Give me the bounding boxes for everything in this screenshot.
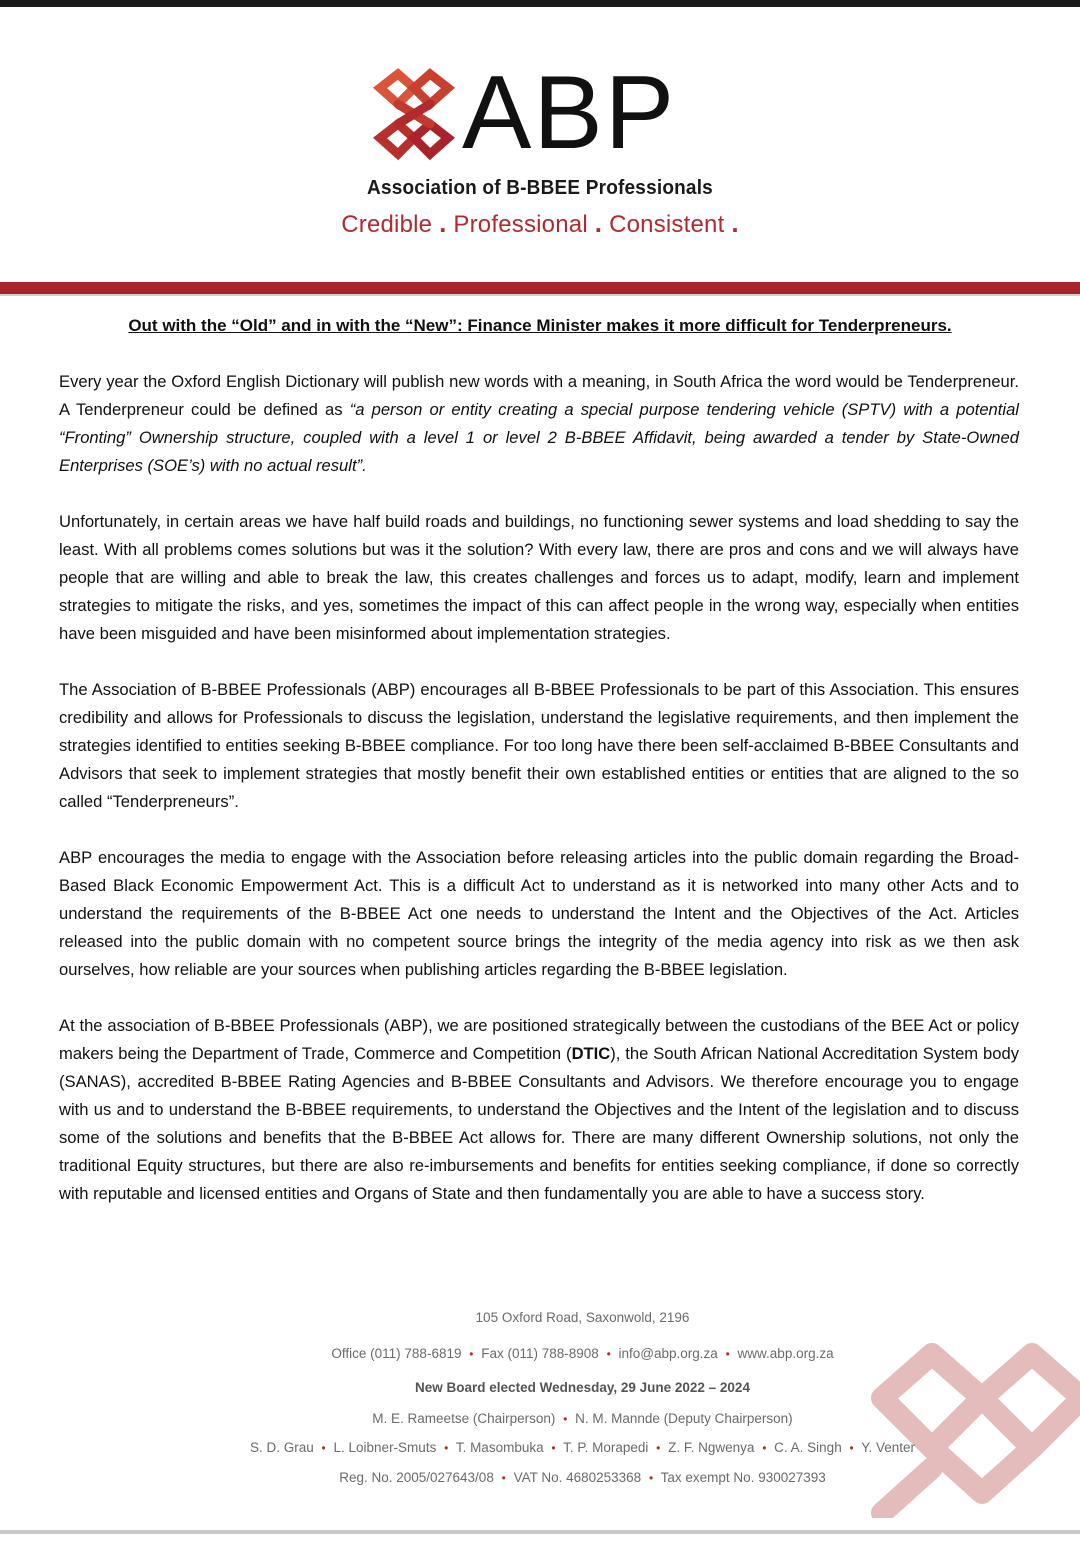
separator: • xyxy=(321,1441,326,1455)
separator: • xyxy=(606,1347,611,1361)
board-member: T. P. Morapedi xyxy=(563,1440,649,1455)
board-member: C. A. Singh xyxy=(774,1440,842,1455)
paragraph-4: ABP encourages the media to engage with the Association before releasing articles into the public domain regarding the Broad-Based Black Economic Empowerment Act. This is a difficult Act to understand as it is networked into many other Acts and to understand the requirements of the B-BBEE Act one needs to understand the Intent and the Objectives of the Act. Articles released into the public domain with no competent source brings the integrity of the media agency into risk as we then ask ourselves, how reliable are your sources when publishing articles regarding the B-BBEE legislation. xyxy=(59,848,1019,979)
board-member: S. D. Grau xyxy=(250,1440,314,1455)
letterhead xyxy=(0,55,1080,258)
board-member: Z. F. Ngwenya xyxy=(668,1440,755,1455)
office-phone: Office (011) 788-6819 xyxy=(331,1346,462,1361)
separator: • xyxy=(656,1441,661,1455)
chairperson: M. E. Rameetse (Chairperson) xyxy=(372,1411,556,1426)
vat-number: VAT No. 4680253368 xyxy=(513,1470,642,1485)
paragraph-3: The Association of B-BBEE Professionals (ABP) encourages all B-BBEE Professionals to be part of this Association. This ensures credibility and allows for Professionals to discuss the legislation, understand the legislative requirements, and then implement the strategies identified to entities seeking B-BBEE compliance. For too long have there been self-acclaimed B-BBEE Consultants and Advisors that seek to implement strategies that mostly benefit their own established entities or entities that are aligned to the so called “Tenderpreneurs”. xyxy=(59,680,1019,811)
separator: • xyxy=(849,1441,854,1455)
article-body xyxy=(59,368,1019,1208)
tagline-word: Professional xyxy=(453,211,588,238)
registration-number: Reg. No. 2005/027643/08 xyxy=(339,1470,494,1485)
footer-contacts xyxy=(0,1346,1080,1361)
board-member: T. Masombuka xyxy=(455,1440,544,1455)
email-link[interactable]: info@abp.org.za xyxy=(618,1346,718,1361)
board-member: Y. Venter xyxy=(861,1440,915,1455)
board-member: L. Loibner-Smuts xyxy=(333,1440,437,1455)
separator: • xyxy=(563,1412,568,1426)
header-divider-gray xyxy=(0,294,1080,296)
logo-wordmark: ABP xyxy=(462,55,677,171)
tagline xyxy=(0,208,1080,239)
separator: • xyxy=(444,1441,449,1455)
tagline-word: Credible xyxy=(341,211,433,238)
separator: • xyxy=(648,1471,654,1485)
board-notice: New Board elected Wednesday, 29 June 2022 – 2024 xyxy=(415,1380,750,1395)
tax-exempt-number: Tax exempt No. 930027393 xyxy=(660,1470,826,1485)
paragraph-2: Unfortunately, in certain areas we have half build roads and buildings, no functioning sewer systems and load shedding to say the least. With all problems comes solutions but was it the solution? With every law, there are pros and cons and we will always have people that are willing and able to break the law, this creates challenges and forces us to adapt, modify, learn and implement strategies to mitigate the risks, and yes, sometimes the impact of this can affect people in the wrong way, especially when entities have been misguided and have been misinformed about implementation strategies. xyxy=(59,512,1019,643)
registration-info xyxy=(0,1470,1080,1485)
fax-number: Fax (011) 788-8908 xyxy=(481,1346,599,1361)
tagline-word: Consistent xyxy=(609,211,725,238)
separator: • xyxy=(725,1347,730,1361)
organization-name: Association of B-BBEE Professionals xyxy=(367,177,713,200)
separator: • xyxy=(551,1441,556,1455)
paragraph-5-text: At the association of B-BBEE Professionals (ABP), we are positioned strategically between the custodians of the BEE Act or policy makers being the Department of Trade, Commerce and Competition ( xyxy=(59,1016,1019,1063)
abp-knot-logo-icon xyxy=(366,68,462,160)
bottom-border xyxy=(0,1530,1080,1534)
tagline-dot: . xyxy=(731,208,739,238)
deputy-chairperson: N. M. Mannde (Deputy Chairperson) xyxy=(575,1411,793,1426)
paragraph-1-definition: “a person or entity creating a special purpose tendering vehicle (SPTV) with a potential “Fronting” Ownership structure, coupled with a level 1 or level 2 B-BBEE Affidavit, being awarded a tender by State-Owned Enterprises (SOE’s) with no actual result”. xyxy=(59,400,1019,475)
dtic-abbrev: DTIC xyxy=(571,1044,611,1063)
separator: • xyxy=(469,1347,474,1361)
paragraph-1 xyxy=(59,368,1019,480)
article-headline: Out with the “Old” and in with the “New”: Finance Minister makes it more difficult for Tenderpreneurs. xyxy=(128,316,952,335)
board-members xyxy=(0,1440,1080,1455)
paragraph-5-text-cont: ), the South African National Accreditation System body (SANAS), accredited B-BBEE Rating Agencies and B-BBEE Consultants and Advisors. We therefore encourage you to engage with us and to understand the B-BBEE requirements, to understand the Objectives and the Intent of the legislation and to discuss some of the solutions and benefits that the B-BBEE Act allows for. There are many different Ownership solutions, not only the traditional Equity structures, but there are also re-imbursements and benefits for entities seeking compliance, if done so correctly with reputable and licensed entities and Organs of State and then fundamentally you are able to have a success story. xyxy=(59,1044,1020,1203)
paragraph-1-text: Every year the Oxford English Dictionary will publish new words with a meaning, in South Africa the word would be Tenderpreneur. A Tenderpreneur could be defined as xyxy=(59,372,1019,419)
separator: • xyxy=(762,1441,767,1455)
header-divider-red xyxy=(0,282,1080,294)
separator: • xyxy=(501,1471,506,1485)
top-border xyxy=(0,0,1080,7)
board-chairs xyxy=(0,1411,1080,1426)
website-link[interactable]: www.abp.org.za xyxy=(737,1346,834,1361)
footer-address: 105 Oxford Road, Saxonwold, 2196 xyxy=(475,1310,690,1325)
paragraph-5 xyxy=(59,1012,1019,1208)
tagline-dot: . xyxy=(439,208,447,238)
tagline-dot: . xyxy=(594,208,603,238)
